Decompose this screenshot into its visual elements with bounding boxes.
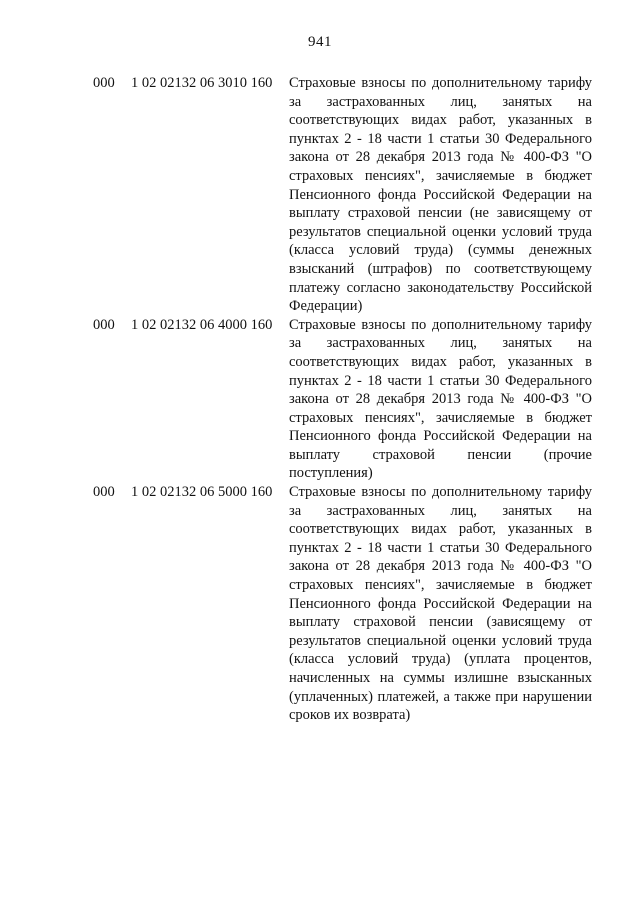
income-description: Страховые взносы по дополнительному тарифу за застрахованных лиц, занятых на соответствующих видах работ, указанных в пунктах 2 - 18 части 1 статьи 30 Федерального закона от 28 декабря 2013 года № 400-ФЗ "О страховых пенсиях", зачисляемые в бюджет Пенсионного фонда Российской Федерации на выплату страховой пенсии (зависящему от результатов специальной оценки условий труда (класса условий труда) (уплата процентов, начисленных на суммы излишне взысканных (уплаченных) платежей, а также при нарушении сроков их возврата) xyxy=(289,484,592,724)
administrator-code: 000 xyxy=(93,316,115,333)
table-row xyxy=(0,74,640,316)
administrator-code: 000 xyxy=(93,484,115,501)
administrator-code: 000 xyxy=(93,75,115,91)
page-number: 941 xyxy=(308,34,332,50)
table-row xyxy=(0,316,640,483)
income-description: Страховые взносы по дополнительному тарифу за застрахованных лиц, занятых на соответствующих видах работ, указанных в пунктах 2 - 18 части 1 статьи 30 Федерального закона от 28 декабря 2013 года № 400-ФЗ "О страховых пенсиях", зачисляемые в бюджет Пенсионного фонда Российской Федерации на выплату страховой пенсии (не зависящему от результатов специальной оценки условий труда (класса условий труда) (суммы денежных взысканий (штрафов) по соответствующему платежу согласно законодательству Российской Федерации) xyxy=(289,75,592,315)
kbk-code: 1 02 02132 06 5000 160 xyxy=(131,484,273,501)
kbk-code: 1 02 02132 06 4000 160 xyxy=(131,316,273,333)
kbk-code: 1 02 02132 06 3010 160 xyxy=(131,75,273,91)
table-row xyxy=(0,483,640,725)
income-description: Страховые взносы по дополнительному тарифу за застрахованных лиц, занятых на соответствующих видах работ, указанных в пунктах 2 - 18 части 1 статьи 30 Федерального закона от 28 декабря 2013 года № 400-ФЗ "О страховых пенсиях", зачисляемые в бюджет Пенсионного фонда Российской Федерации на выплату страховой пенсии (прочие поступления) xyxy=(289,316,592,482)
budget-classification-table xyxy=(0,74,640,725)
